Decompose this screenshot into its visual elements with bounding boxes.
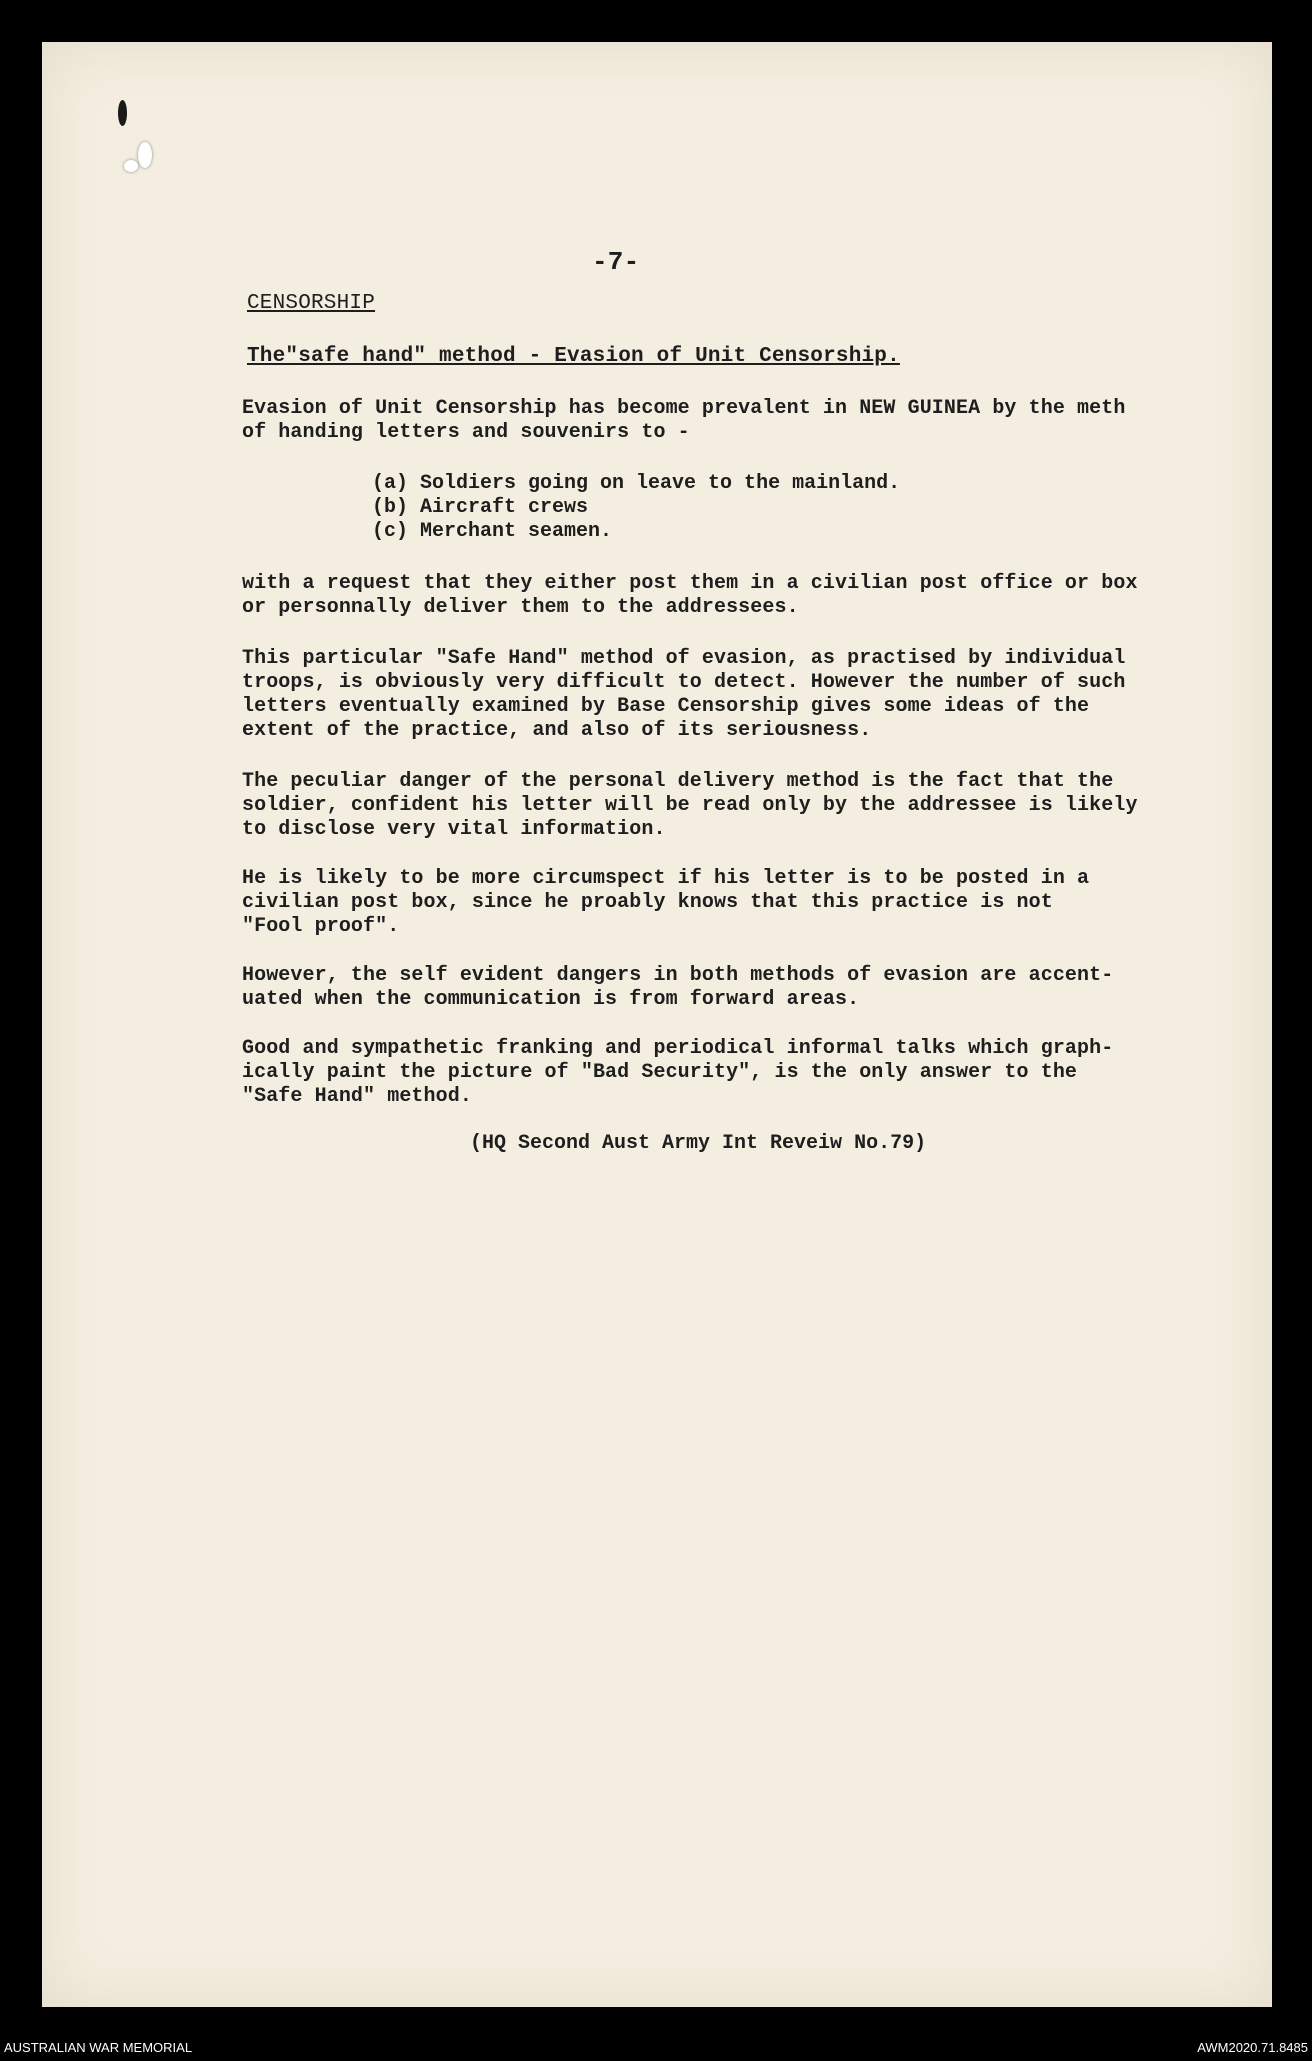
section-subheading: The"safe hand" method - Evasion of Unit Censorship. — [247, 345, 900, 368]
paragraph-dangers — [242, 964, 1202, 1012]
text-line: He is likely to be more circumspect if his letter is to be posted in a — [242, 867, 1090, 890]
text-line: troops, is obviously very difficult to detect. However the number of such — [242, 671, 1126, 694]
archive-label: AUSTRALIAN WAR MEMORIAL — [4, 2040, 193, 2055]
text-line: This particular "Safe Hand" method of evasion, as practised by individual — [242, 647, 1126, 670]
text-line: Good and sympathetic franking and periodical informal talks which graph- — [242, 1037, 1114, 1060]
archive-reference: AWM2020.71.8485 — [1197, 2040, 1308, 2055]
text-line: uated when the communication is from forward areas. — [242, 988, 860, 1011]
paragraph-circumspect — [242, 867, 1202, 939]
text-line: "Fool proof". — [242, 915, 400, 938]
document-page — [42, 42, 1272, 2007]
intro-paragraph — [242, 397, 1202, 445]
paragraph-safe-hand — [242, 647, 1202, 743]
text-line: to disclose very vital information. — [242, 818, 666, 841]
paragraph-answer — [242, 1037, 1202, 1109]
list-item: (c) Merchant seamen. — [372, 520, 613, 543]
recipient-list — [372, 472, 900, 544]
text-line: soldier, confident his letter will be read only by the addressee is likely — [242, 794, 1138, 817]
text-line: with a request that they either post them in a civilian post office or box — [242, 572, 1138, 595]
paragraph-request — [242, 572, 1202, 620]
text-line: civilian post box, since he proably knows that this practice is not — [242, 891, 1053, 914]
text-line: "Safe Hand" method. — [242, 1085, 472, 1108]
text-line: Evasion of Unit Censorship has become prevalent in NEW GUINEA by the meth — [242, 397, 1126, 420]
paragraph-danger — [242, 770, 1202, 842]
text-line: or personnally deliver them to the addressees. — [242, 596, 799, 619]
punch-hole-tear-small — [124, 160, 138, 172]
punch-hole-tear — [138, 142, 152, 168]
text-line: ically paint the picture of "Bad Security", is the only answer to the — [242, 1061, 1078, 1084]
text-line: The peculiar danger of the personal delivery method is the fact that the — [242, 770, 1114, 793]
text-line: extent of the practice, and also of its seriousness. — [242, 719, 872, 742]
list-item: (b) Aircraft crews — [372, 496, 589, 519]
text-line: However, the self evident dangers in both methods of evasion are accent- — [242, 964, 1114, 987]
text-line: of handing letters and souvenirs to - — [242, 421, 690, 444]
section-heading: CENSORSHIP — [247, 292, 376, 315]
page-number: -7- — [592, 247, 640, 277]
punch-hole-mark — [118, 100, 127, 126]
list-item: (a) Soldiers going on leave to the mainland. — [372, 472, 901, 495]
text-line: letters eventually examined by Base Censorship gives some ideas of the — [242, 695, 1090, 718]
source-citation: (HQ Second Aust Army Int Reveiw No.79) — [470, 1132, 927, 1155]
